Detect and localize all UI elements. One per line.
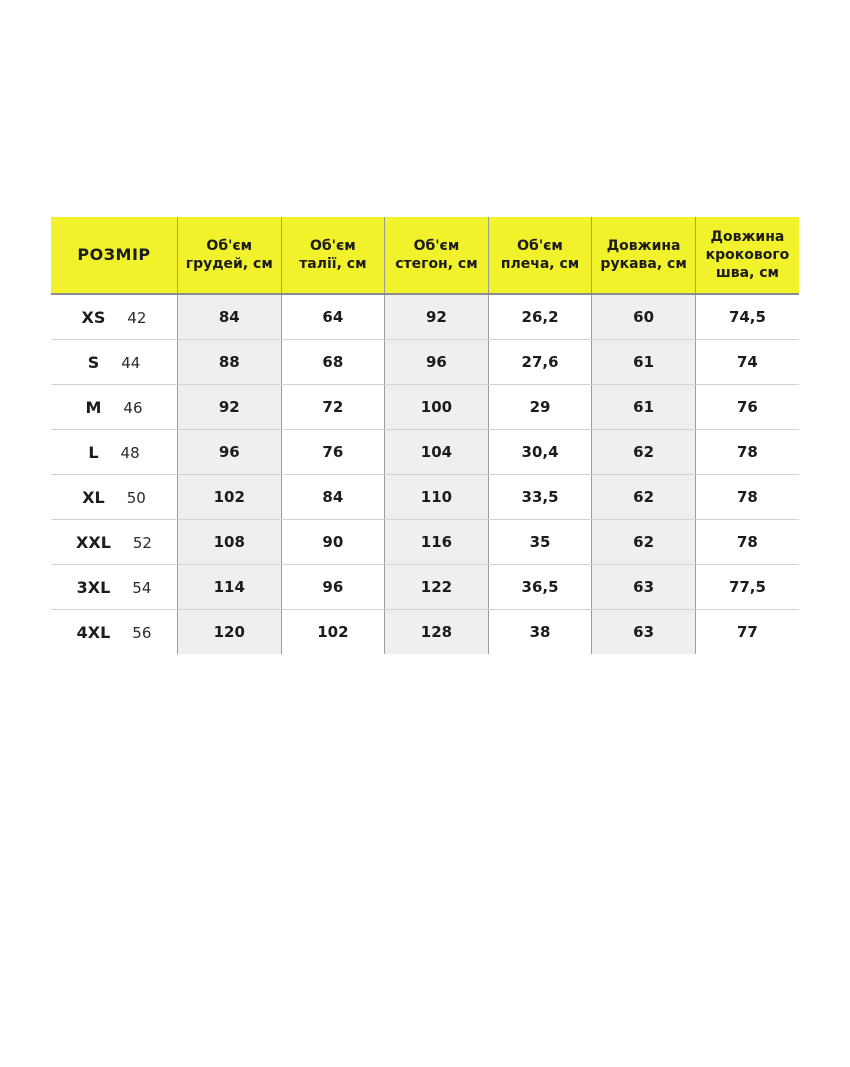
value-cell: 96 [178,430,282,475]
size-cell [51,565,178,610]
table-row [51,610,799,655]
column-header: Об'єм стегон, см [385,217,489,294]
size-label: XL [82,487,105,507]
value-cell: 120 [178,610,282,655]
value-cell: 116 [385,520,489,565]
value-cell: 35 [488,520,592,565]
value-cell: 78 [695,475,799,520]
table-row [51,520,799,565]
size-label: 4XL [76,622,111,642]
value-cell: 29 [488,385,592,430]
value-cell: 60 [592,294,696,340]
value-cell: 102 [317,623,349,641]
size-cell [51,430,178,475]
value-cell: 102 [178,475,282,520]
value-cell: 92 [178,385,282,430]
table-row [51,294,799,340]
size-number: 50 [126,488,146,507]
value-cell: 72 [281,385,385,430]
table-row [51,430,799,475]
column-header: Довжина крокового шва, см [695,217,799,294]
size-number: 54 [132,578,152,597]
value-cell: 61 [592,385,696,430]
size-cell [51,340,178,385]
value-cell: 61 [592,340,696,385]
value-cell: 63 [592,565,696,610]
value-cell: 88 [178,340,282,385]
size-number: 56 [132,623,152,642]
value-cell: 38 [529,623,551,641]
size-label: XXL [76,532,111,552]
size-number: 48 [120,443,140,462]
value-cell: 84 [178,294,282,340]
value-cell: 74,5 [695,294,799,340]
column-header: Об'єм талії, см [281,217,385,294]
value-cell: 122 [385,565,489,610]
size-table [51,217,799,654]
value-cell: 63 [592,610,696,655]
size-label: M [85,397,102,417]
value-cell: 78 [695,520,799,565]
value-cell: 96 [385,340,489,385]
value-cell: 90 [281,520,385,565]
value-cell: 64 [281,294,385,340]
size-chart [51,217,799,654]
size-table-body [51,294,799,654]
value-cell: 96 [281,565,385,610]
size-number: 44 [121,353,141,372]
value-cell: 77,5 [695,565,799,610]
table-row [51,475,799,520]
value-cell: 77 [737,623,758,641]
value-cell: 114 [178,565,282,610]
value-cell: 108 [178,520,282,565]
value-cell: 110 [385,475,489,520]
value-cell: 26,2 [488,294,592,340]
value-cell: 30,4 [488,430,592,475]
value-cell: 128 [385,610,489,655]
size-label: L [88,442,99,462]
size-label: S [87,352,100,372]
header-row [51,217,799,294]
size-table-header [51,217,799,294]
size-number: 42 [127,308,147,327]
value-cell: 62 [592,430,696,475]
value-cell: 68 [281,340,385,385]
table-row [51,565,799,610]
table-row [51,340,799,385]
size-label: XS [81,307,106,327]
value-cell: 62 [592,475,696,520]
value-cell: 74 [695,340,799,385]
size-label: 3XL [76,577,111,597]
value-cell: 100 [385,385,489,430]
column-header: Об'єм плеча, см [488,217,592,294]
size-cell [51,385,178,430]
value-cell: 76 [695,385,799,430]
value-cell: 76 [281,430,385,475]
size-number: 52 [132,533,152,552]
size-cell [51,294,178,340]
column-header: Довжина рукава, см [592,217,696,294]
value-cell: 36,5 [488,565,592,610]
column-header-size: РОЗМІР [51,217,178,294]
size-cell [51,520,178,565]
value-cell: 62 [592,520,696,565]
value-cell: 84 [281,475,385,520]
size-cell [51,475,178,520]
value-cell: 33,5 [488,475,592,520]
value-cell: 78 [695,430,799,475]
column-header: Об'єм грудей, см [178,217,282,294]
size-cell [51,610,178,655]
value-cell: 104 [385,430,489,475]
value-cell: 27,6 [488,340,592,385]
size-number: 46 [123,398,143,417]
table-row [51,385,799,430]
value-cell: 92 [385,294,489,340]
